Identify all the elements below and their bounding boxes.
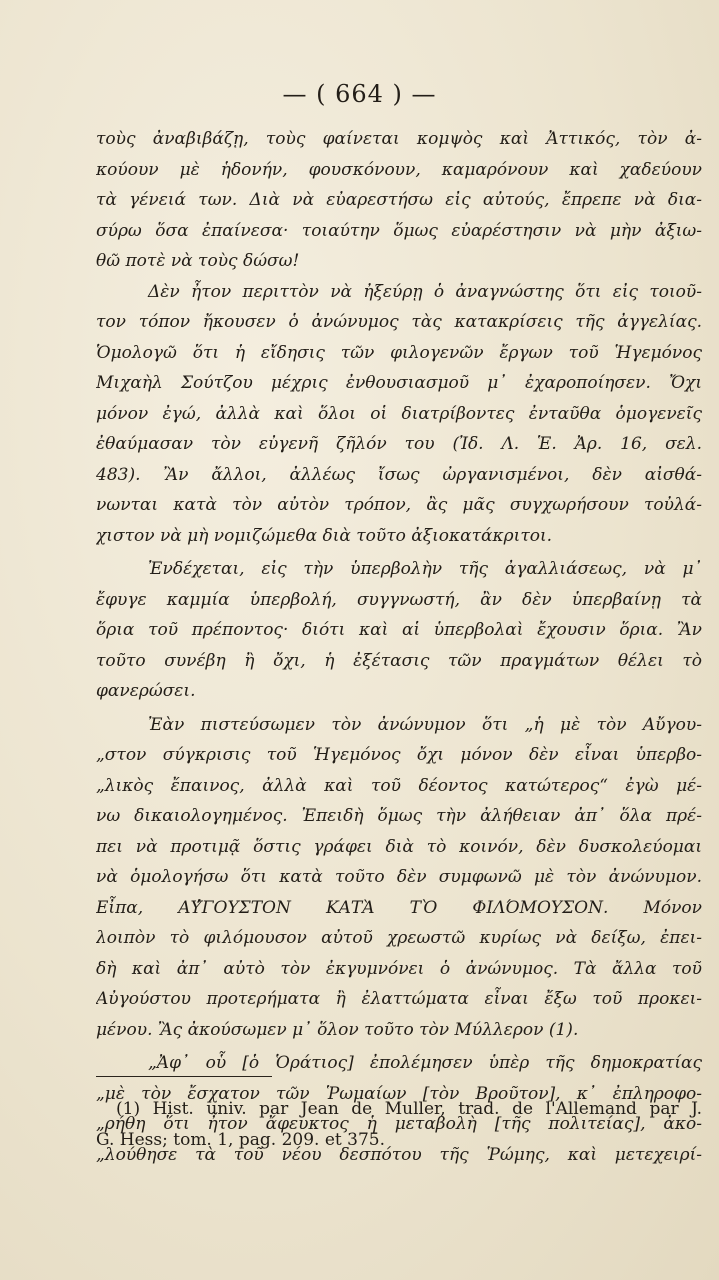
body-text	[96, 124, 702, 1170]
footnote-line: G. Hess; tom. 1, pag. 209. et 375.	[96, 1130, 385, 1150]
page-number: — ( 664 ) —	[282, 80, 437, 108]
text-line: τον τόπον ἤκουσεν ὁ ἀνώνυμος τὰς κατακρίσεις τῆς ἀγγελίας.	[96, 312, 702, 332]
text-line: κούουν μὲ ἡδονήν, φουσκόνουν, καμαρόνουν καὶ χαδεύουν	[96, 159, 702, 180]
text-line: δὴ καὶ ἀπ᾽ αὐτὸ τὸν ἐκγυμνόνει ὁ ἀνώνυμος. Τὰ ἄλλα τοῦ	[96, 958, 702, 979]
footnote-line: (1) Hist. univ. par Jean de Muller, trad. de l'Allemand par J.	[116, 1099, 702, 1119]
text-line: Ἐνδέχεται, εἰς τὴν ὑπερβολὴν τῆς ἀγαλλιάσεως, νὰ μ᾽	[148, 559, 702, 579]
text-line: νωνται κατὰ τὸν αὐτὸν τρόπον, ἂς μᾶς συγχωρήσουν τοὐλά-	[96, 495, 702, 515]
text-line: Ὁμολογῶ ὅτι ἡ εἴδησις τῶν φιλογενῶν ἔργων τοῦ Ἡγεμόνος	[96, 342, 702, 363]
text-line: Δὲν ἦτον περιττὸν νὰ ἠξεύρῃ ὁ ἀναγνώστης ὅτι εἰς τοιοῦ-	[148, 281, 702, 302]
text-line: ὅρια τοῦ πρέποντος· διότι καὶ αἱ ὑπερβολαὶ ἔχουσιν ὅρια. Ἂν	[96, 620, 702, 640]
text-line: „Ἀφ᾽ οὗ [ὁ Ὁράτιος] ἐπολέμησεν ὑπὲρ τῆς δημοκρατίας	[148, 1053, 702, 1073]
text-line: „μὲ τὸν ἔσχατον τῶν Ῥωμαίων [τὸν Βροῦτον], κ᾽ ἐπληροφο-	[96, 1083, 702, 1104]
text-line: „λικὸς ἔπαινος, ἀλλὰ καὶ τοῦ δέοντος κατώτερος“ ἐγὼ μέ-	[96, 775, 702, 796]
text-line: χιστον νὰ μὴ νομιζώμεθα διὰ τοῦτο ἀξιοκατάκριτοι.	[96, 525, 553, 546]
text-line: φανερώσει.	[96, 681, 196, 701]
text-line: „ρήθη ὅτι ἦτον ἄφευκτος ἡ μεταβολὴ [τῆς πολιτείας], ἀκο-	[96, 1114, 702, 1134]
text-line: λοιπὸν τὸ φιλόμουσον αὐτοῦ χρεωστῶ κυρίως νὰ δείξω, ἐπει-	[96, 928, 702, 948]
text-line: ἔφυγε καμμία ὑπερβολή, συγγνωστή, ἂν δὲν ὑπερβαίνῃ τὰ	[96, 589, 702, 610]
text-line: 483). Ἂν ἄλλοι, ἀλλέως ἴσως ὠργανισμένοι, δὲν αἰσθά-	[96, 464, 702, 485]
text-line: μένου. Ἂς ἀκούσωμεν μ᾽ ὅλον τοῦτο τὸν Μύλλερον (1).	[96, 1019, 579, 1040]
text-line: Αὐγούστου προτερήματα ἢ ἐλαττώματα εἶναι ἔξω τοῦ προκει-	[96, 989, 702, 1009]
text-line: σύρω ὅσα ἐπαίνεσα· τοιαύτην ὅμως εὐαρέστησιν νὰ μὴν ἀξιω-	[96, 220, 702, 241]
text-line: τοῦτο συνέβη ἢ ὄχι, ἡ ἐξέτασις τῶν πραγμάτων θέλει τὸ	[96, 650, 702, 671]
text-line: νω δικαιολογημένος. Ἐπειδὴ ὅμως τὴν ἀλήθειαν ἀπ᾽ ὅλα πρέ-	[96, 806, 702, 826]
text-line: Εἶπα, ΑΥ̓́ΓΟΥΣΤΟΝ ΚΑΤᾺ ΤῸ ΦΙΛΌΜΟΥΣΟΝ. Μόνον	[96, 897, 702, 918]
text-line: Μιχαὴλ Σούτζου μέχρις ἐνθουσιασμοῦ μ᾽ ἐχαροποίησεν. Ὄχι	[96, 373, 702, 393]
text-line: τοὺς ἀναβιβάζῃ, τοὺς φαίνεται κομψὸς καὶ Ἀττικός, τὸν ἀ-	[96, 129, 702, 149]
text-line: πει νὰ προτιμᾷ ὅστις γράφει διὰ τὸ κοινόν, δὲν δυσκολεύομαι	[96, 836, 702, 857]
footnote-divider	[96, 1076, 272, 1077]
text-line: „στον σύγκρισις τοῦ Ἡγεμόνος ὄχι μόνον δὲν εἶναι ὑπερβο-	[96, 745, 702, 765]
text-line: μόνον ἐγώ, ἀλλὰ καὶ ὅλοι οἱ διατρίβοντες ἐνταῦθα ὁμογενεῖς	[96, 403, 702, 424]
text-line: νὰ ὁμολογήσω ὅτι κατὰ τοῦτο δὲν συμφωνῶ μὲ τὸν ἀνώνυμον.	[96, 867, 702, 887]
text-line: „λούθησε τὰ τοῦ νέου δεσπότου τῆς Ῥώμης, καὶ μετεχειρί-	[96, 1144, 702, 1165]
text-line: ἐθαύμασαν τὸν εὐγενῆ ζῆλόν του (Ἰδ. Λ. Ἑ. Ἀρ. 16, σελ.	[96, 434, 702, 454]
footnotes	[96, 1094, 702, 1156]
text-line: θῶ ποτὲ νὰ τοὺς δώσω!	[96, 251, 300, 271]
text-line: τὰ γένειά των. Διὰ νὰ εὐαρεστήσω εἰς αὐτούς, ἔπρεπε νὰ δια-	[96, 190, 702, 210]
text-line: Ἐὰν πιστεύσωμεν τὸν ἀνώνυμον ὅτι „ἡ μὲ τὸν Αὔγου-	[148, 714, 702, 735]
